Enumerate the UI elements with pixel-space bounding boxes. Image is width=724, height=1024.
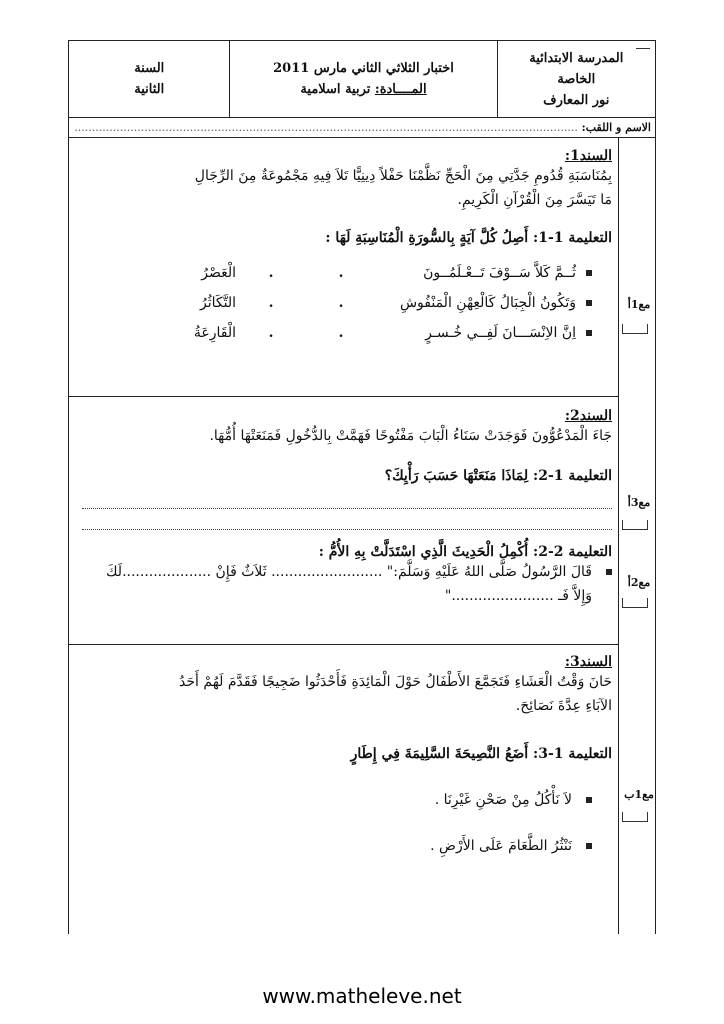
advice-text: لاَ نَأْكُلُ مِنْ صَحْنِ غَيْرِنَا . — [434, 792, 572, 808]
bullet-icon — [586, 843, 592, 849]
school-name-line3: نور المعارف — [543, 92, 610, 108]
student-name-dots: ................................................................................................................................................ — [74, 121, 578, 134]
section-2-title: السند2: — [564, 408, 612, 424]
hadith-text-1[interactable]: قَالَ الرَّسُولُ صَلَّى اللهُ عَلَيْهِ وَسَلَّمَ:" ......................... ثَلاَثٌ فَإِنْ ....................لَكَ — [106, 564, 592, 580]
surah-name: التَّكَاثُرُ — [200, 295, 236, 311]
matching-row — [76, 318, 592, 348]
bullet-icon — [586, 797, 592, 803]
match-dot-left[interactable]: . — [338, 295, 344, 311]
instruction-3-1: التعليمة 1-3: أَضَعُ النَّصِيحَةَ السَّلِيمَةَ فِي إِطَارٍ — [350, 746, 612, 762]
footer-website[interactable]: www.matheleve.net — [262, 984, 462, 1008]
match-dot-right[interactable]: . — [268, 325, 274, 341]
answer-line[interactable] — [82, 515, 612, 530]
section-3 — [76, 654, 612, 858]
verse-text: اِنَّ الاِنْسَـــانَ لَفِــي خُـسـرٍ — [425, 325, 576, 341]
score-box-1a[interactable] — [622, 324, 648, 334]
section-2-text-line1: جَاءَ الْمَدْعُوُّونَ فَوَجَدَتْ سَنَاءُ الْبَابَ مَفْتُوحًا فَهَمَّتْ بِالدُّخُولِ فَمَنَعَتْهَا أُمُّهَا. — [209, 428, 612, 444]
school-name-line2: الخاصة — [557, 71, 596, 87]
matching-row — [76, 258, 592, 288]
criterion-label-2a: مع2أ — [627, 576, 651, 589]
section-1-text-line2: مَا تَيَسَّرَ مِنَ الْقُرْآنِ الْكَرِيمِ. — [457, 192, 612, 208]
match-dot-left[interactable]: . — [338, 325, 344, 341]
match-dot-left[interactable]: . — [338, 265, 344, 281]
section-1-text-line1: بِمُنَاسَبَةِ قُدُومِ جَدَّتِي مِنَ الْحَجِّ نَظَّمْنَا حَفْلاً دِينِيًّا تَلاَ فِيهِ مَجْمُوعَةٌ مِنَ الرِّجَالِ — [194, 168, 612, 184]
hadith-line2[interactable]: وَإِلاَّ فَـ ......................." — [444, 588, 592, 604]
bullet-icon — [586, 330, 592, 336]
criterion-label-3a: مع3أ — [627, 496, 651, 509]
advice-text: نَنْثُرُ الطَّعَامَ عَلَى الأَرْضِ . — [430, 838, 572, 854]
margin-divider — [618, 138, 619, 934]
student-name-row[interactable] — [68, 118, 656, 138]
subject-line — [300, 82, 426, 97]
criterion-label-1b: مع1ب — [624, 788, 654, 801]
exam-header — [68, 40, 656, 118]
student-name-label: الاسم و اللقب: — [581, 121, 651, 134]
answer-line[interactable] — [82, 494, 612, 509]
bullet-icon — [606, 569, 612, 575]
subject-label: المــــادة: — [374, 82, 427, 97]
subject-value: تربية اسلامية — [300, 82, 371, 97]
match-dot-right[interactable]: . — [268, 265, 274, 281]
instruction-2-2: التعليمة 2-2: أُكْمِلُ الْحَدِيثَ الَّذِي اسْتَدَلَّتْ بِهِ الأُمُّ : — [318, 544, 612, 560]
bullet-icon — [586, 300, 592, 306]
section-separator-2 — [68, 644, 618, 645]
score-box-2a[interactable] — [622, 598, 648, 608]
exam-title: اختبار الثلاثي الثاني مارس 2011 — [273, 61, 454, 76]
advice-item[interactable] — [76, 834, 612, 858]
verse-text: ثُــمَّ كَلاَّ سَــوْفَ تَــعْـلَمُــونَ — [423, 265, 576, 281]
section-1-title: السند1: — [564, 148, 612, 164]
section-3-text-line1: حَانَ وَقْتُ الْعَشَاءِ فَتَجَمَّعَ الأَطْفَالُ حَوْلَ الْمَائِدَةِ فَأَحْدَثُوا ضَجِيجًا فَقَدَّمَ لَهُمْ أَحَدُ — [179, 674, 612, 690]
section-1 — [76, 148, 612, 348]
header-title-cell — [230, 41, 497, 117]
exam-sheet — [68, 40, 656, 934]
year-value: الثانية — [134, 82, 165, 97]
score-box-3a[interactable] — [622, 520, 648, 530]
year-label: السنة — [134, 61, 165, 76]
surah-name: الْقَارِعَةُ — [193, 325, 236, 341]
bullet-icon — [586, 270, 592, 276]
matching-list — [76, 258, 612, 348]
verse-text: وَتَكُونُ الْجِبَالُ كَالْعِهْنِ الْمَنْفُوشِ — [399, 295, 576, 311]
matching-row — [76, 288, 592, 318]
criterion-label-1a: مع1أ — [627, 298, 651, 311]
header-year-cell — [69, 41, 230, 117]
header-school-cell — [498, 41, 655, 117]
section-2 — [76, 408, 612, 608]
score-box-1b[interactable] — [622, 812, 648, 822]
hadith-line1 — [76, 560, 612, 584]
school-name-line1: المدرسة الابتدائية — [529, 50, 624, 66]
match-dot-right[interactable]: . — [268, 295, 274, 311]
section-3-text-line2: الآبَاءِ عِدَّةَ نَصَائِحَ. — [515, 698, 612, 714]
surah-name: الْعَصْرُ — [201, 265, 236, 281]
section-separator-1 — [68, 396, 618, 397]
instruction-1-1: التعليمة 1-1: أَصِلُ كُلَّ آيَةٍ بِالسُّورَةِ الْمُنَاسِبَةِ لَهَا : — [325, 230, 612, 246]
instruction-2-1: التعليمة 1-2: لِمَاذَا مَنَعَتْهَا حَسَبَ رَأْيِكَ؟ — [384, 468, 612, 484]
advice-item[interactable] — [76, 788, 612, 812]
section-3-title: السند3: — [564, 654, 612, 670]
